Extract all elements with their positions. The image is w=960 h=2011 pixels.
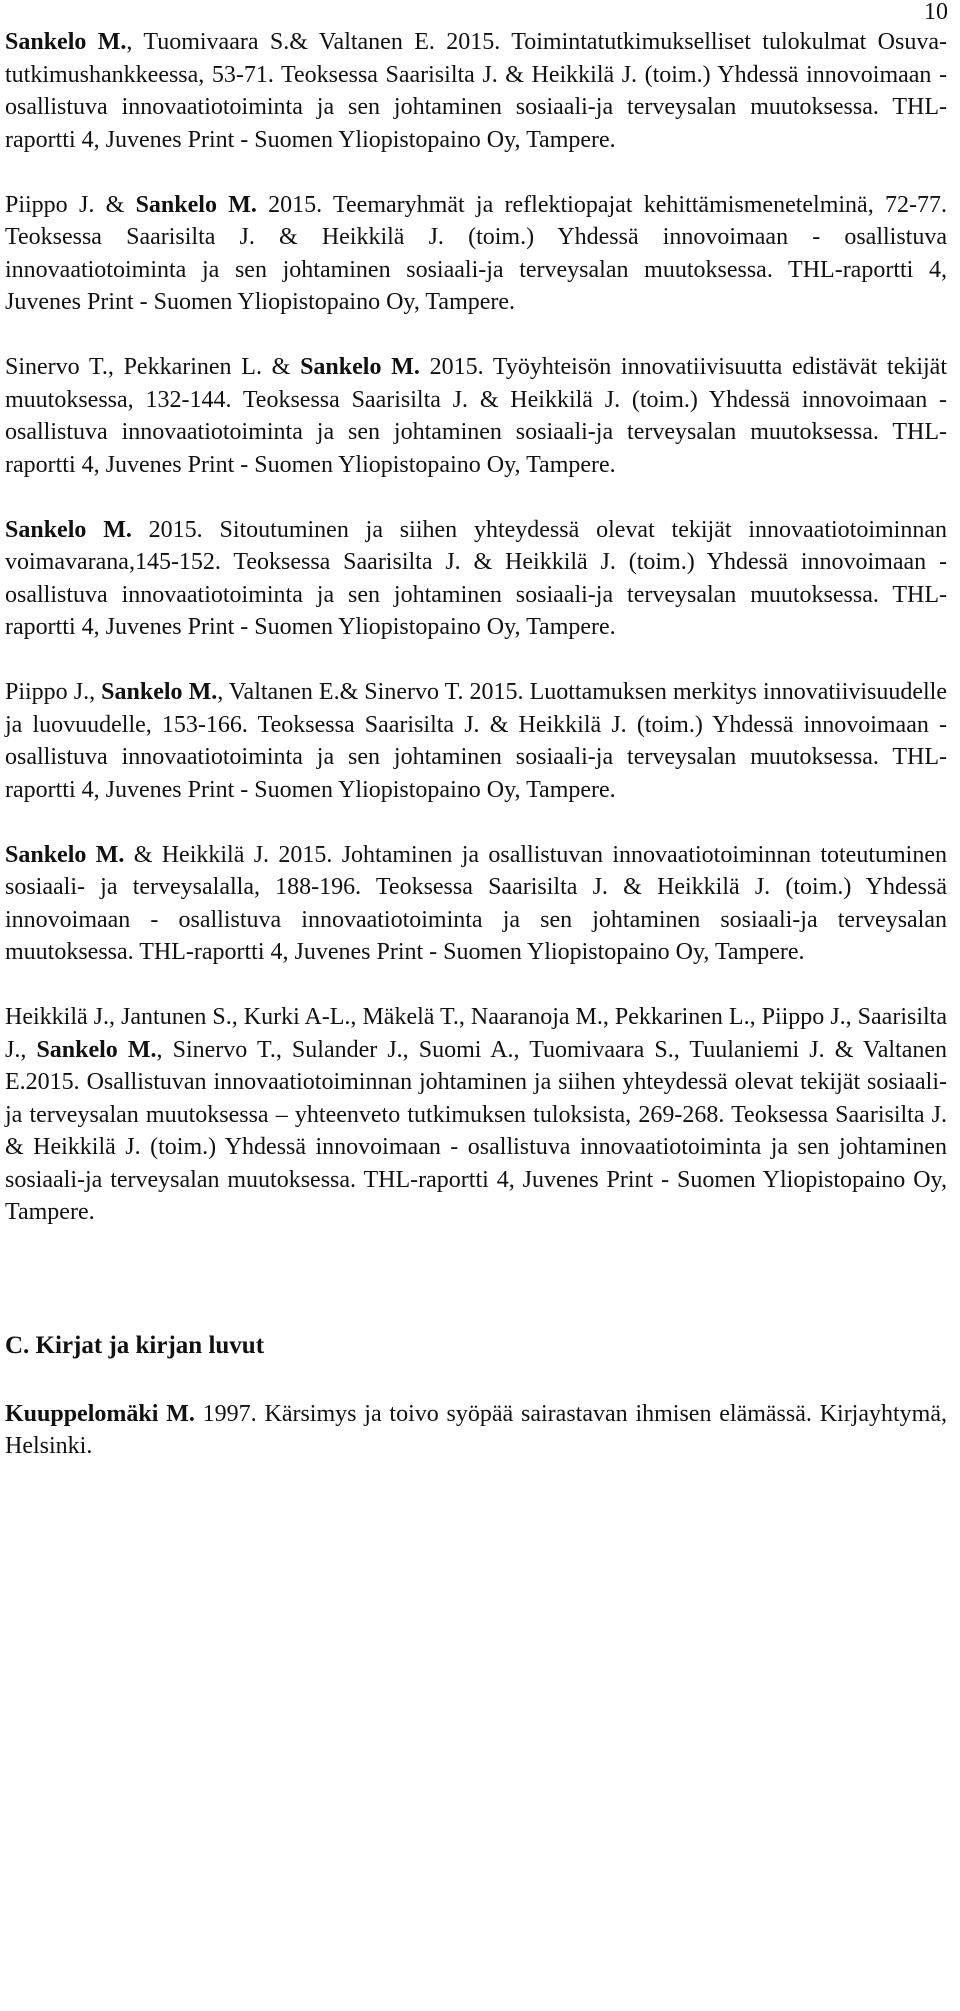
reference-text: 2015. Työyhteisön innovatiivisuutta edistävät tekijät muutoksessa, 132-144. Teoksessa Saarisilta J. & Heikkilä J. (toim.) Yhdessä innovoimaan - osallistuva innovaatiotoiminta ja sen johtaminen sosiaali-ja terveysalan muutoksessa. THL-raportti 4, Juvenes Print - Suomen Yliopistopaino Oy, Tampere.: [5, 354, 947, 478]
reference-text: Sinervo T., Pekkarinen L. &: [5, 354, 301, 380]
reference-text: 2015. Teemaryhmät ja reflektiopajat kehittämismenetelminä, 72-77. Teoksessa Saarisilta J. & Heikkilä J. (toim.) Yhdessä innovoimaan - osallistuva innovaatiotoiminta ja sen johtaminen sosiaali-ja terveysalan muutoksessa. THL-raportti 4, Juvenes Print - Suomen Yliopistopaino Oy, Tampere.: [5, 191, 947, 315]
reference-entry: [5, 189, 947, 319]
reference-text: , Tuomivaara S.& Valtanen E. 2015. Toimintatutkimukselliset tulokulmat Osuva-tutkimushankkeessa, 53-71. Teoksessa Saarisilta J. & Heikkilä J. (toim.) Yhdessä innovoimaan - osallistuva innovaatiotoiminta ja sen johtaminen sosiaali-ja terveysalan muutoksessa. THL-raportti 4, Juvenes Print - Suomen Yliopistopaino Oy, Tampere.: [5, 29, 948, 153]
reference-text: , Sinervo T., Sulander J., Suomi A., Tuomivaara S., Tuulaniemi J. & Valtanen E.2015. Osallistuvan innovaatiotoiminnan johtaminen ja siihen yhteydessä olevat tekijät sosiaali-ja terveysalan muutoksessa – yhteenveto tutkimuksen tuloksista, 269-268. Teoksessa Saarisilta J. & Heikkilä J. (toim.) Yhdessä innovoimaan - osallistuva innovaatiotoiminta ja sen johtaminen sosiaali-ja terveysalan muutoksessa. THL-raportti 4, Juvenes Print - Suomen Yliopistopaino Oy, Tampere.: [5, 1036, 947, 1225]
reference-author-bold: Sankelo M.: [36, 1036, 157, 1063]
document-body: [5, 26, 947, 1463]
reference-entry: [5, 351, 947, 481]
reference-text: 1997. Kärsimys ja toivo syöpää sairastavan ihmisen elämässä. Kirjayhtymä, Helsinki.: [5, 1400, 947, 1459]
reference-text: , Valtanen E.& Sinervo T. 2015. Luottamuksen merkitys innovatiivisuudelle ja luovuudelle, 153-166. Teoksessa Saarisilta J. & Heikkilä J. (toim.) Yhdessä innovoimaan - osallistuva innovaatiotoiminta ja sen johtaminen sosiaali-ja terveysalan muutoksessa. THL-raportti 4, Juvenes Print - Suomen Yliopistopaino Oy, Tampere.: [5, 679, 948, 803]
reference-entry: [5, 676, 947, 806]
reference-author-bold: Sankelo M.: [5, 516, 132, 543]
reference-author-bold: Sankelo M.: [135, 191, 257, 218]
page-number: 10: [924, 0, 948, 25]
reference-text: Heikkilä J., Jantunen S., Kurki A-L., Mäkelä T., Naaranoja M., Pekkarinen L., Piippo J., Saarisilta J.,: [5, 1004, 947, 1063]
reference-entry: [5, 1001, 947, 1229]
book-list: [5, 1398, 947, 1463]
section-heading: C. Kirjat ja kirjan luvut: [5, 1331, 265, 1359]
reference-author-bold: Kuuppelomäki M.: [5, 1400, 195, 1427]
reference-text: Piippo J. &: [5, 191, 136, 218]
reference-entry: [5, 1398, 947, 1463]
reference-entry: [5, 514, 947, 644]
reference-text: Piippo J.,: [5, 679, 102, 705]
reference-author-bold: Sankelo M.: [300, 354, 420, 380]
reference-list: [5, 26, 947, 1229]
reference-author-bold: Sankelo M.: [5, 841, 125, 868]
reference-text: 2015. Sitoutuminen ja siihen yhteydessä olevat tekijät innovaatiotoiminnan voimavarana,145-152. Teoksessa Saarisilta J. & Heikkilä J. (toim.) Yhdessä innovoimaan - osallistuva innovaatiotoiminta ja sen johtaminen sosiaali-ja terveysalan muutoksessa. THL-raportti 4, Juvenes Print - Suomen Yliopistopaino Oy, Tampere.: [5, 516, 947, 640]
reference-entry: [5, 26, 947, 156]
reference-author-bold: Sankelo M.: [101, 679, 218, 705]
reference-author-bold: Sankelo M.: [5, 29, 127, 55]
reference-text: & Heikkilä J. 2015. Johtaminen ja osallistuvan innovaatiotoiminnan toteutuminen sosiaali- ja terveysalalla, 188-196. Teoksessa Saarisilta J. & Heikkilä J. (toim.) Yhdessä innovoimaan - osallistuva innovaatiotoiminta ja sen johtaminen sosiaali-ja terveysalan muutoksessa. THL-raportti 4, Juvenes Print - Suomen Yliopistopaino Oy, Tampere.: [5, 841, 947, 965]
reference-entry: [5, 839, 947, 969]
